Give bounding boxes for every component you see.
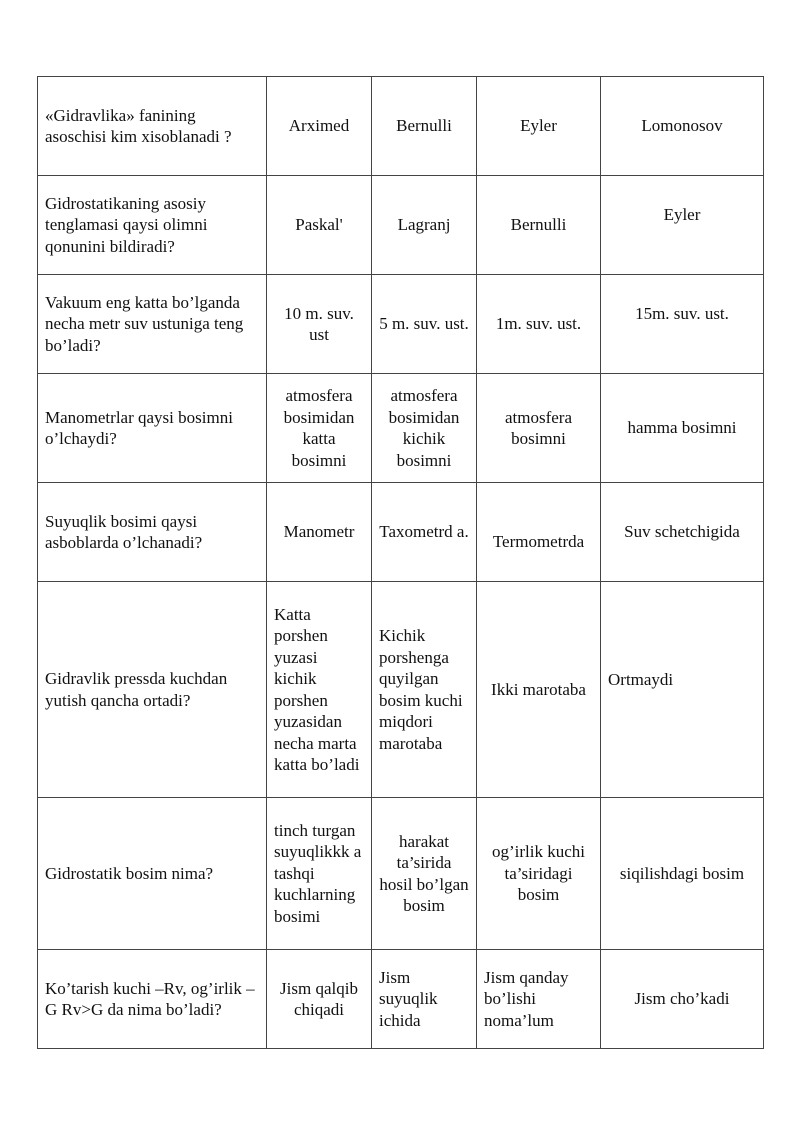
option-cell-c: Ikki marotaba — [477, 582, 601, 798]
question-cell: Gidrostatikaning asosiy tenglamasi qaysi olimni qonunini bildiradi? — [38, 176, 267, 275]
table-row — [38, 483, 764, 582]
question-cell: «Gidravlika» fanining asoschisi kim xisoblanadi ? — [38, 77, 267, 176]
option-cell-c: Eyler — [477, 77, 601, 176]
option-cell-a: tinch turgan suyuqlikkk a tashqi kuchlarning bosimi — [267, 798, 372, 950]
option-cell-d: hamma bosimni — [601, 374, 764, 483]
option-cell-c: Bernulli — [477, 176, 601, 275]
option-cell-a: Manometr — [267, 483, 372, 582]
question-cell: Ko’tarish kuchi –Rv, og’irlik –G Rv>G da nima bo’ladi? — [38, 950, 267, 1049]
option-cell-a: Jism qalqib chiqadi — [267, 950, 372, 1049]
option-cell-a: Arximed — [267, 77, 372, 176]
option-cell-c: Jism qanday bo’lishi noma’lum — [477, 950, 601, 1049]
option-cell-a: Katta porshen yuzasi kichik porshen yuzasidan necha marta katta bo’ladi — [267, 582, 372, 798]
option-cell-c: Termometrda — [477, 483, 601, 582]
option-cell-b: atmosfera bosimidan kichik bosimni — [372, 374, 477, 483]
option-cell-c: 1m. suv. ust. — [477, 275, 601, 374]
table-row — [38, 798, 764, 950]
table-row — [38, 582, 764, 798]
option-cell-a: Paskal' — [267, 176, 372, 275]
option-cell-b: 5 m. suv. ust. — [372, 275, 477, 374]
option-cell-b: Jism suyuqlik ichida — [372, 950, 477, 1049]
option-cell-c: og’irlik kuchi ta’siridagi bosim — [477, 798, 601, 950]
question-cell: Suyuqlik bosimi qaysi asboblarda o’lchanadi? — [38, 483, 267, 582]
option-cell-a: 10 m. suv. ust — [267, 275, 372, 374]
question-cell: Vakuum eng katta bo’lganda necha metr suv ustuniga teng bo’ladi? — [38, 275, 267, 374]
option-cell-b: Taxometrd a. — [372, 483, 477, 582]
question-cell: Gidrostatik bosim nima? — [38, 798, 267, 950]
option-cell-d: Jism cho’kadi — [601, 950, 764, 1049]
option-cell-d: Ortmaydi — [601, 582, 764, 798]
table-row — [38, 374, 764, 483]
option-cell-b: Lagranj — [372, 176, 477, 275]
option-cell-b: harakat ta’sirida hosil bo’lgan bosim — [372, 798, 477, 950]
question-cell: Manometrlar qaysi bosimni o’lchaydi? — [38, 374, 267, 483]
option-cell-b: Kichik porshenga quyilgan bosim kuchi miqdori marotaba — [372, 582, 477, 798]
option-cell-d: 15m. suv. ust. — [601, 275, 764, 374]
question-cell: Gidravlik pressda kuchdan yutish qancha ortadi? — [38, 582, 267, 798]
option-cell-a: atmosfera bosimidan katta bosimni — [267, 374, 372, 483]
option-cell-d: Suv schetchigida — [601, 483, 764, 582]
option-cell-b: Bernulli — [372, 77, 477, 176]
table-row — [38, 77, 764, 176]
option-cell-d: Eyler — [601, 176, 764, 275]
table-row — [38, 275, 764, 374]
option-cell-d: siqilishdagi bosim — [601, 798, 764, 950]
option-cell-d: Lomonosov — [601, 77, 764, 176]
quiz-table — [37, 76, 764, 1049]
option-cell-c: atmosfera bosimni — [477, 374, 601, 483]
table-row — [38, 176, 764, 275]
table-row — [38, 950, 764, 1049]
